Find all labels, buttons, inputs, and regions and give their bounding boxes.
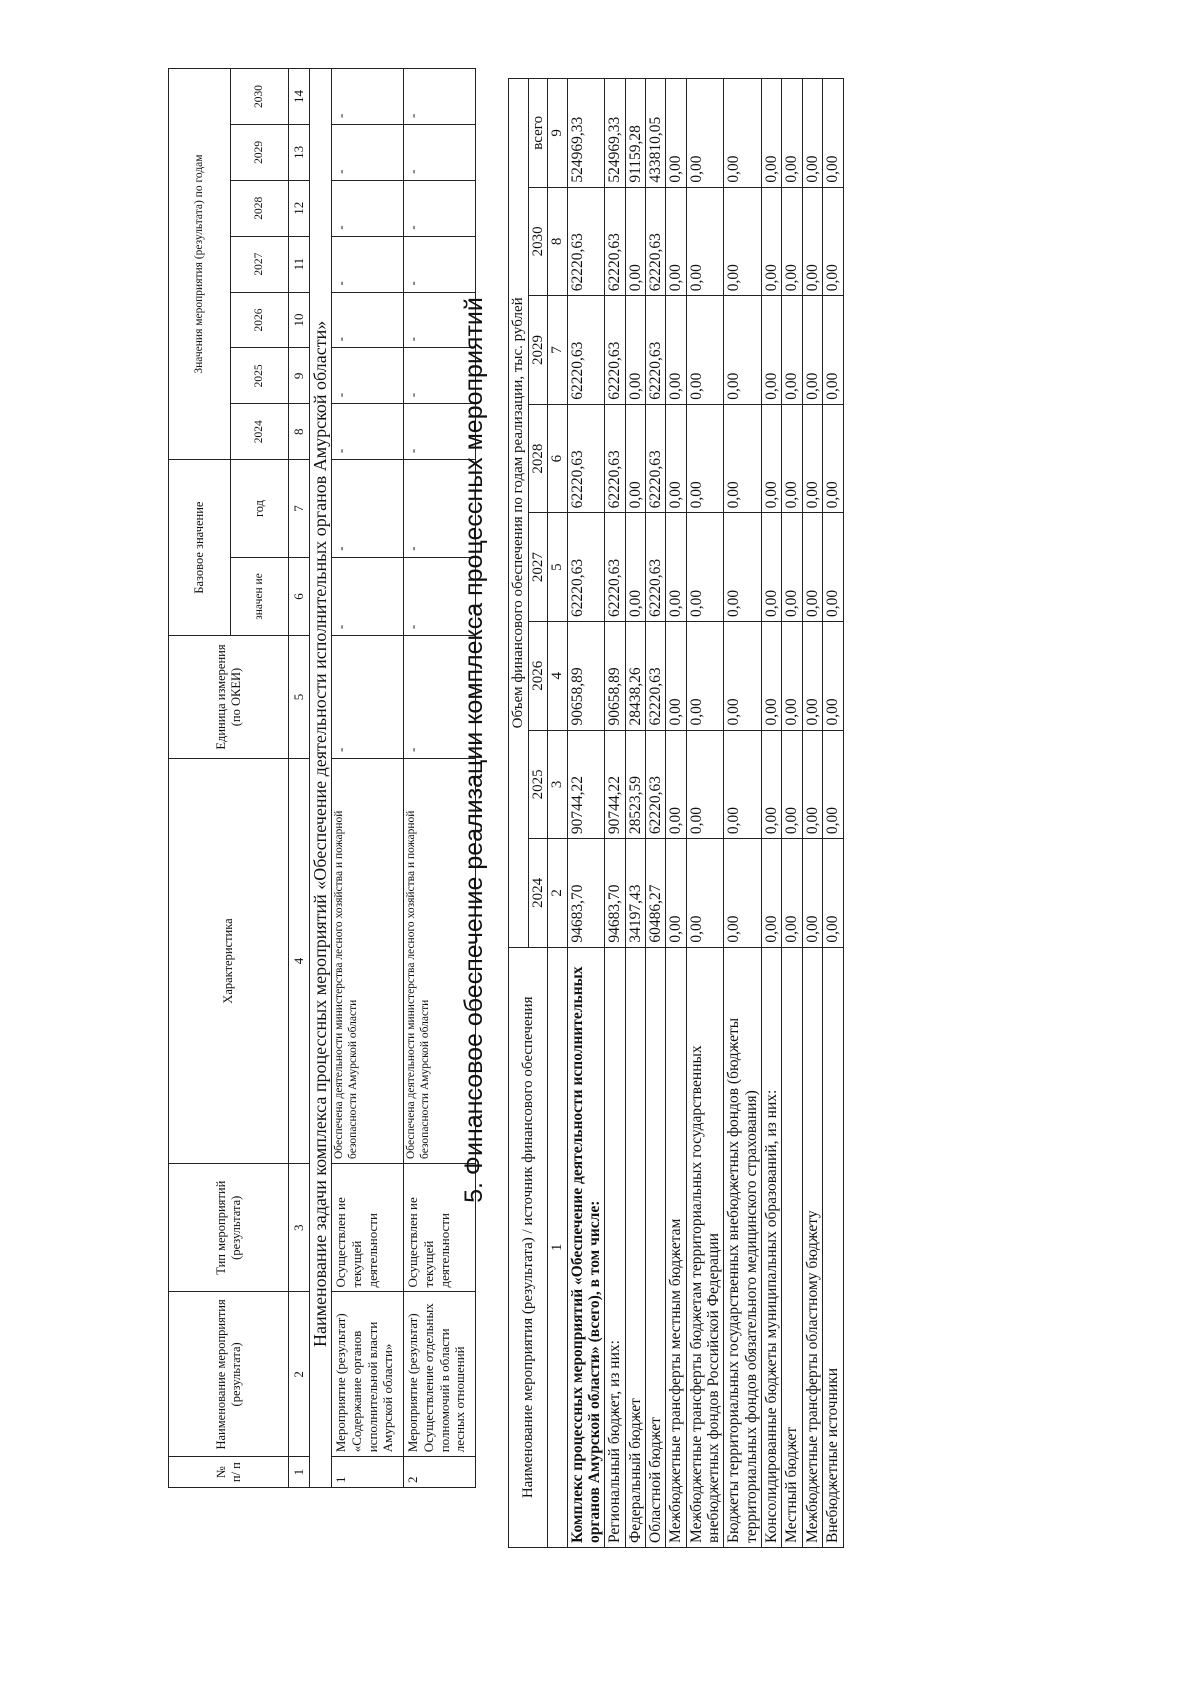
col-number: 11 bbox=[289, 236, 310, 292]
row-total-value: 0,00 bbox=[686, 79, 724, 188]
row-total-value: 0,00 bbox=[782, 79, 802, 188]
row-total-value: 0,00 bbox=[802, 79, 822, 188]
table-row bbox=[625, 79, 645, 1548]
row-year-value: 0,00 bbox=[724, 730, 762, 839]
table-row bbox=[666, 79, 686, 1548]
header-num: № п/ п bbox=[169, 1457, 289, 1488]
col-number: 12 bbox=[289, 180, 310, 236]
row-value: - bbox=[404, 180, 476, 236]
row-year-value: 0,00 bbox=[762, 839, 782, 948]
row-year-value: 0,00 bbox=[802, 839, 822, 948]
section-heading: 5. Финансовое обеспечение реализации комплекса процессных мероприятий bbox=[460, 297, 488, 1203]
column-number-row bbox=[548, 79, 568, 1548]
row-year-value: 0,00 bbox=[802, 513, 822, 622]
row-base-value: - bbox=[332, 557, 404, 635]
row-year-value: 28438,26 bbox=[625, 621, 645, 730]
row-year-value: 0,00 bbox=[666, 296, 686, 405]
row-year-value: 0,00 bbox=[802, 621, 822, 730]
header-base-value: значен ие bbox=[231, 557, 289, 635]
row-value: - bbox=[404, 124, 476, 180]
col-number: 1 bbox=[289, 1457, 310, 1488]
row-year-value: 62220,63 bbox=[605, 404, 625, 513]
row-characteristic: Обеспечена деятельности министерства лесного хозяйства и пожарной безопасности Амурской области bbox=[332, 758, 404, 1163]
row-total-value: 0,00 bbox=[724, 79, 762, 188]
row-year-value: 0,00 bbox=[666, 187, 686, 296]
row-year-value: 62220,63 bbox=[645, 730, 665, 839]
row-year-value: 0,00 bbox=[762, 513, 782, 622]
col-number: 14 bbox=[289, 69, 310, 125]
col-number: 13 bbox=[289, 124, 310, 180]
row-year-value: 62220,63 bbox=[605, 187, 625, 296]
table-row bbox=[823, 79, 843, 1548]
row-year-value: 0,00 bbox=[782, 839, 802, 948]
col-number: 3 bbox=[289, 1164, 310, 1292]
row-year-value: 0,00 bbox=[724, 187, 762, 296]
header-unit: Единица измерения (по ОКЕИ) bbox=[169, 636, 289, 759]
row-source-label: Комплекс процессных мероприятий «Обеспечение деятельности исполнительных органов Амурской области» (всего), в том числе: bbox=[567, 947, 605, 1547]
row-year-value: 0,00 bbox=[724, 621, 762, 730]
col-number: 4 bbox=[548, 621, 568, 730]
row-base-year: - bbox=[404, 460, 476, 558]
header-year: 2028 bbox=[528, 404, 548, 513]
row-name: Мероприятие (результат) Осуществление отдельных полномочий в области лесных отношений bbox=[404, 1292, 476, 1457]
header-year: 2029 bbox=[231, 124, 289, 180]
col-number: 8 bbox=[289, 404, 310, 460]
row-year-value: 62220,63 bbox=[645, 404, 665, 513]
row-source-label: Внебюджетные источники bbox=[823, 947, 843, 1547]
header-year: 2027 bbox=[528, 513, 548, 622]
row-base-value: - bbox=[404, 557, 476, 635]
row-year-value: 0,00 bbox=[666, 730, 686, 839]
table-row bbox=[605, 79, 625, 1548]
row-year-value: 62220,63 bbox=[567, 404, 605, 513]
header-year: 2030 bbox=[528, 187, 548, 296]
table-row bbox=[782, 79, 802, 1548]
row-num: 2 bbox=[404, 1457, 476, 1488]
row-total-value: 524969,33 bbox=[605, 79, 625, 188]
row-value: - bbox=[332, 180, 404, 236]
table-row bbox=[762, 79, 782, 1548]
row-year-value: 0,00 bbox=[625, 296, 645, 405]
header-year: 2028 bbox=[231, 180, 289, 236]
table-row bbox=[645, 79, 665, 1548]
col-number: 2 bbox=[289, 1292, 310, 1457]
row-value: - bbox=[332, 124, 404, 180]
row-value: - bbox=[332, 348, 404, 404]
row-year-value: 0,00 bbox=[823, 730, 843, 839]
row-value: - bbox=[332, 404, 404, 460]
task-section-title: Наименование задачи комплекса процессных мероприятий «Обеспечение деятельности исполнительных органов Амурской области» bbox=[309, 69, 332, 1488]
col-number: 4 bbox=[289, 758, 310, 1163]
row-total-value: 524969,33 bbox=[567, 79, 605, 188]
row-year-value: 0,00 bbox=[762, 296, 782, 405]
row-year-value: 0,00 bbox=[762, 730, 782, 839]
row-year-value: 0,00 bbox=[782, 513, 802, 622]
row-total-value: 0,00 bbox=[823, 79, 843, 188]
row-year-value: 94683,70 bbox=[605, 839, 625, 948]
row-source-label: Межбюджетные трансферты областному бюджету bbox=[802, 947, 822, 1547]
row-total-value: 0,00 bbox=[762, 79, 782, 188]
table-row bbox=[686, 79, 724, 1548]
header-year: 2026 bbox=[528, 621, 548, 730]
col-number: 3 bbox=[548, 730, 568, 839]
row-year-value: 0,00 bbox=[782, 404, 802, 513]
row-year-value: 0,00 bbox=[686, 730, 724, 839]
row-year-value: 0,00 bbox=[802, 404, 822, 513]
row-year-value: 0,00 bbox=[686, 839, 724, 948]
row-year-value: 0,00 bbox=[724, 404, 762, 513]
row-value: - bbox=[332, 292, 404, 348]
row-year-value: 62220,63 bbox=[567, 187, 605, 296]
row-year-value: 90744,22 bbox=[567, 730, 605, 839]
row-year-value: 0,00 bbox=[686, 296, 724, 405]
col-number: 6 bbox=[548, 404, 568, 513]
row-type: Осуществлен ие текущей деятельности bbox=[332, 1164, 404, 1292]
row-year-value: 0,00 bbox=[782, 730, 802, 839]
row-year-value: 0,00 bbox=[762, 404, 782, 513]
row-year-value: 0,00 bbox=[782, 296, 802, 405]
row-year-value: 62220,63 bbox=[645, 621, 665, 730]
row-source-label: Межбюджетные трансферты бюджетам территориальных государственных внебюджетных фондов Российской Федерации bbox=[686, 947, 724, 1547]
column-number-row bbox=[289, 69, 310, 1488]
header-source: Наименование мероприятия (результата) / источник финансового обеспечения bbox=[509, 947, 548, 1547]
header-year: 2025 bbox=[528, 730, 548, 839]
financing-table bbox=[508, 78, 844, 1548]
row-year-value: 0,00 bbox=[782, 187, 802, 296]
col-number: 7 bbox=[289, 460, 310, 558]
row-base-year: - bbox=[332, 460, 404, 558]
table-row bbox=[332, 69, 404, 1488]
row-num: 1 bbox=[332, 1457, 404, 1488]
row-value: - bbox=[404, 292, 476, 348]
row-year-value: 0,00 bbox=[762, 621, 782, 730]
header-year: 2026 bbox=[231, 292, 289, 348]
row-year-value: 90658,89 bbox=[567, 621, 605, 730]
row-year-value: 0,00 bbox=[686, 513, 724, 622]
row-source-label: Областной бюджет bbox=[645, 947, 665, 1547]
col-number: 7 bbox=[548, 296, 568, 405]
header-year: 2025 bbox=[231, 348, 289, 404]
row-year-value: 0,00 bbox=[823, 513, 843, 622]
table-row bbox=[802, 79, 822, 1548]
row-value: - bbox=[332, 69, 404, 125]
row-year-value: 0,00 bbox=[686, 187, 724, 296]
col-number: 10 bbox=[289, 292, 310, 348]
row-year-value: 0,00 bbox=[782, 621, 802, 730]
row-source-label: Бюджеты территориальных государственных внебюджетных фондов (бюджеты территориальных фондов обязательного медицинского страхования) bbox=[724, 947, 762, 1547]
header-base: Базовое значение bbox=[169, 460, 231, 636]
row-year-value: 34197,43 bbox=[625, 839, 645, 948]
header-year: 2030 bbox=[231, 69, 289, 125]
row-source-label: Федеральный бюджет bbox=[625, 947, 645, 1547]
row-year-value: 0,00 bbox=[823, 839, 843, 948]
row-year-value: 0,00 bbox=[625, 404, 645, 513]
col-number: 5 bbox=[289, 636, 310, 759]
row-type: Осуществлен ие текущей деятельности bbox=[404, 1164, 476, 1292]
row-year-value: 0,00 bbox=[823, 187, 843, 296]
row-total-value: 91159,28 bbox=[625, 79, 645, 188]
row-year-value: 0,00 bbox=[686, 404, 724, 513]
header-volume: Объем финансового обеспечения по годам реализации, тыс. рублей bbox=[509, 79, 529, 948]
row-year-value: 0,00 bbox=[724, 296, 762, 405]
row-year-value: 62220,63 bbox=[567, 513, 605, 622]
row-year-value: 0,00 bbox=[724, 839, 762, 948]
col-number: 5 bbox=[548, 513, 568, 622]
col-number: 6 bbox=[289, 557, 310, 635]
row-source-label: Местный бюджет bbox=[782, 947, 802, 1547]
row-year-value: 0,00 bbox=[802, 730, 822, 839]
row-year-value: 0,00 bbox=[762, 187, 782, 296]
header-type: Тип мероприятий (результата) bbox=[169, 1164, 289, 1292]
col-number: 1 bbox=[548, 947, 568, 1547]
row-year-value: 0,00 bbox=[823, 296, 843, 405]
header-characteristic: Характеристика bbox=[169, 758, 289, 1163]
header-total: всего bbox=[528, 79, 548, 188]
row-year-value: 62220,63 bbox=[605, 296, 625, 405]
results-table bbox=[168, 68, 476, 1488]
row-year-value: 90744,22 bbox=[605, 730, 625, 839]
row-year-value: 0,00 bbox=[686, 621, 724, 730]
row-value: - bbox=[404, 236, 476, 292]
table-row bbox=[724, 79, 762, 1548]
row-year-value: 90658,89 bbox=[605, 621, 625, 730]
row-year-value: 28523,59 bbox=[625, 730, 645, 839]
row-year-value: 60486,27 bbox=[645, 839, 665, 948]
header-base-year: год bbox=[231, 460, 289, 558]
row-value: - bbox=[332, 236, 404, 292]
row-year-value: 0,00 bbox=[823, 621, 843, 730]
col-number: 8 bbox=[548, 187, 568, 296]
row-year-value: 0,00 bbox=[666, 839, 686, 948]
row-value: - bbox=[404, 404, 476, 460]
header-year: 2027 bbox=[231, 236, 289, 292]
row-year-value: 0,00 bbox=[802, 187, 822, 296]
row-value: - bbox=[404, 348, 476, 404]
row-characteristic: Обеспечена деятельности министерства лесного хозяйства и пожарной безопасности Амурской области bbox=[404, 758, 476, 1163]
row-year-value: 62220,63 bbox=[645, 187, 665, 296]
col-number: 9 bbox=[548, 79, 568, 188]
col-number: 2 bbox=[548, 839, 568, 948]
row-source-label: Региональный бюджет, из них: bbox=[605, 947, 625, 1547]
row-year-value: 0,00 bbox=[625, 187, 645, 296]
row-year-value: 0,00 bbox=[724, 513, 762, 622]
row-year-value: 94683,70 bbox=[567, 839, 605, 948]
header-name: Наименование мероприятия (результата) bbox=[169, 1292, 289, 1457]
row-year-value: 62220,63 bbox=[645, 296, 665, 405]
header-year: 2029 bbox=[528, 296, 548, 405]
col-number: 9 bbox=[289, 348, 310, 404]
row-total-value: 0,00 bbox=[666, 79, 686, 188]
row-total-value: 433810,05 bbox=[645, 79, 665, 188]
header-year: 2024 bbox=[231, 404, 289, 460]
row-source-label: Межбюджетные трансферты местным бюджетам bbox=[666, 947, 686, 1547]
row-value: - bbox=[404, 69, 476, 125]
row-unit: - bbox=[332, 636, 404, 759]
row-year-value: 62220,63 bbox=[645, 513, 665, 622]
table-row bbox=[567, 79, 605, 1548]
row-source-label: Консолидированные бюджеты муниципальных образований, из них: bbox=[762, 947, 782, 1547]
row-name: Мероприятие (результат) «Содержание органов исполнительной власти Амурской области» bbox=[332, 1292, 404, 1457]
header-year: 2024 bbox=[528, 839, 548, 948]
header-values: Значения мероприятия (результата) по годам bbox=[169, 69, 231, 460]
row-year-value: 0,00 bbox=[823, 404, 843, 513]
row-year-value: 0,00 bbox=[666, 513, 686, 622]
row-year-value: 62220,63 bbox=[567, 296, 605, 405]
row-unit: - bbox=[404, 636, 476, 759]
row-year-value: 0,00 bbox=[666, 404, 686, 513]
row-year-value: 0,00 bbox=[625, 513, 645, 622]
row-year-value: 0,00 bbox=[802, 296, 822, 405]
row-year-value: 0,00 bbox=[666, 621, 686, 730]
row-year-value: 62220,63 bbox=[605, 513, 625, 622]
